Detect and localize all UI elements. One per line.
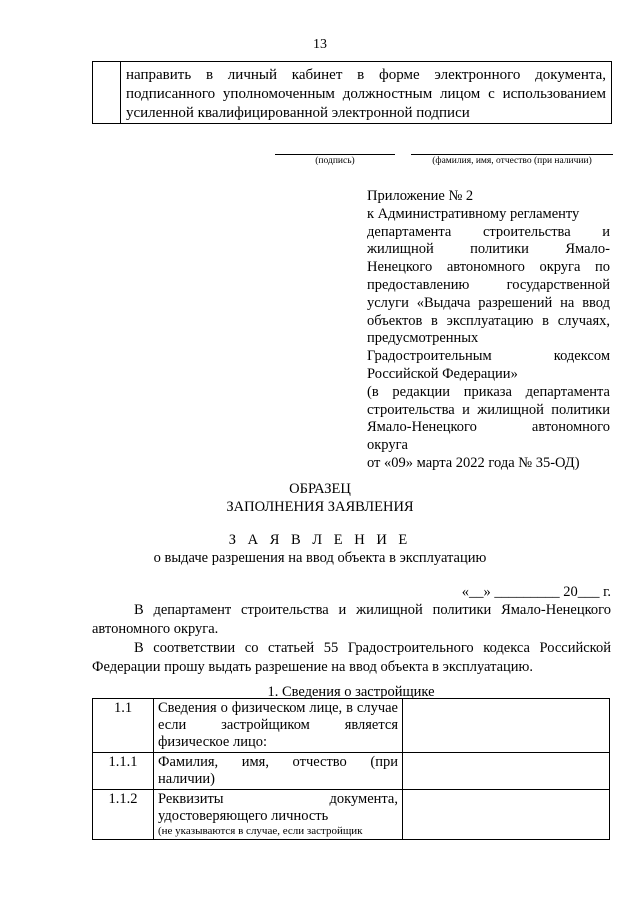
developer-info-table: [92, 698, 610, 840]
row-label-text: Реквизиты документа, удостоверяющего личность: [158, 791, 398, 824]
signature-caption: (подпись): [315, 156, 355, 166]
delivery-method-table: [92, 61, 612, 124]
row-label: Сведения о физическом лице, в случае если застройщиком является физическое лицо:: [154, 699, 403, 753]
statement-title: З А Я В Л Е Н И Е: [228, 532, 412, 548]
delivery-method-text: [126, 66, 606, 123]
row-number: 1.1: [93, 699, 154, 753]
table-row: [93, 790, 610, 840]
appendix-line: от «09» марта 2022 года № 35-ОД): [367, 454, 580, 471]
appendix-line: строительства и жилищной политики: [367, 401, 610, 418]
appendix-line: услуги «Выдача разрешений на ввод: [367, 294, 610, 311]
appendix-line: к Административному регламенту: [367, 205, 580, 222]
row-label: [154, 790, 403, 840]
table-empty-cell: [93, 62, 121, 123]
table-row: [93, 699, 610, 753]
appendix-line: Градостроительным кодексом: [367, 348, 610, 365]
table-row: [93, 753, 610, 790]
appendix-line: Ямало-Ненецкого автономного: [367, 419, 610, 436]
appendix-line: Российской Федерации»: [367, 365, 518, 382]
row-label: Фамилия, имя, отчество (при наличии): [154, 753, 403, 790]
row-number: 1.1.2: [93, 790, 154, 840]
appendix-line: департамента строительства и: [367, 223, 610, 240]
department-paragraph: В департамент строительства и жилищной политики Ямало-Ненецкого автономного округа.: [92, 602, 611, 637]
appendix-line: Ненецкого автономного округа по: [367, 259, 610, 276]
appendix-line: округа: [367, 437, 408, 454]
filling-title: ЗАПОЛНЕНИЯ ЗАЯВЛЕНИЯ: [226, 499, 414, 515]
signature-line: [275, 154, 395, 155]
row-number: 1.1.1: [93, 753, 154, 790]
appendix-line: жилищной политики Ямало-: [367, 241, 610, 258]
row-value[interactable]: [403, 790, 610, 840]
request-paragraph: В соответствии со статьей 55 Градостроительного кодекса Российской Федерации прошу выдать разрешение на ввод объекта в эксплуатацию.: [92, 640, 611, 675]
statement-subtitle: о выдаче разрешения на ввод объекта в эксплуатацию: [153, 550, 487, 566]
appendix-line: предусмотренных: [367, 330, 479, 347]
appendix-block: [367, 188, 610, 473]
row-value[interactable]: [403, 699, 610, 753]
delivery-line: подписанного уполномоченным должностным лицом с использованием: [126, 86, 606, 102]
delivery-line: направить в личный кабинет в форме электронного документа,: [126, 67, 606, 83]
row-value[interactable]: [403, 753, 610, 790]
appendix-line: Приложение № 2: [367, 188, 474, 204]
name-line: [411, 154, 613, 155]
appendix-line: объектов в эксплуатацию в случаях,: [367, 312, 610, 329]
date-line: «__» _________ 20___ г.: [461, 584, 611, 600]
name-caption: (фамилия, имя, отчество (при наличии): [432, 156, 592, 166]
appendix-line: предоставлению государственной: [367, 276, 610, 293]
sample-title: ОБРАЗЕЦ: [289, 481, 351, 497]
row-note: (не указываются в случае, если застройщик: [158, 825, 363, 837]
page-number: 13: [313, 37, 327, 52]
delivery-line: усиленной квалифицированной электронной подписи: [126, 105, 470, 121]
appendix-line: (в редакции приказа департамента: [367, 383, 610, 400]
statement-body: [92, 601, 611, 677]
section-title: 1. Сведения о застройщике: [267, 684, 435, 700]
